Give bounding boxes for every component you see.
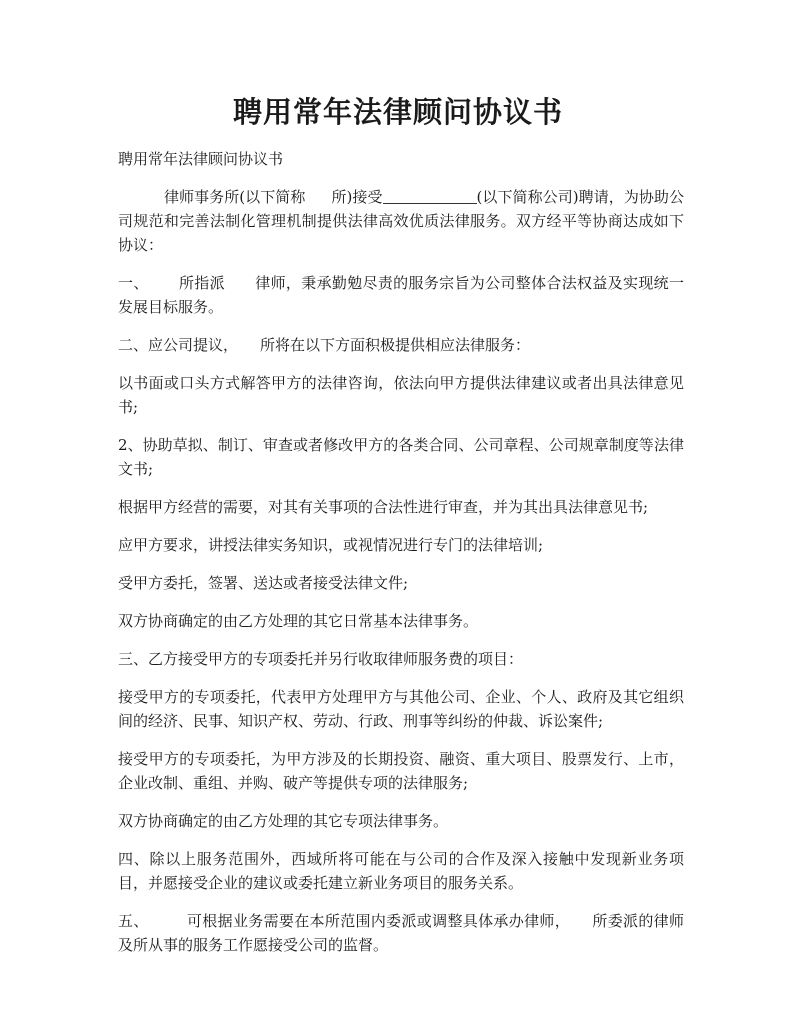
clause-3-item: 接受甲方的专项委托，代表甲方处理甲方与其他公司、企业、个人、政府及其它组织间的经济、民事、知识产权、劳动、行政、刑事等纠纷的仲裁、诉讼案件; bbox=[118, 688, 684, 730]
clause-3-item: 接受甲方的专项委托，为甲方涉及的长期投资、融资、重大项目、股票发行、上市，企业改制、重组、并购、破产等提供专项的法律服务; bbox=[118, 750, 684, 792]
company-name-blank bbox=[383, 189, 477, 204]
clause-5 bbox=[118, 909, 684, 957]
clause-2-item: 以书面或口头方式解答甲方的法律咨询，依法向甲方提供法律建议或者出具法律意见书; bbox=[118, 374, 684, 416]
clause-1-prefix: 一、 bbox=[118, 274, 149, 292]
intro-text-2: 所)接受 bbox=[331, 188, 383, 206]
document-subtitle: 聘用常年法律顾问协议书 bbox=[118, 150, 284, 168]
clause-2-item: 受甲方委托，签署、送达或者接受法律文件; bbox=[118, 574, 409, 592]
clause-3-item: 双方协商确定的由乙方处理的其它专项法律事务。 bbox=[118, 812, 449, 830]
intro-paragraph bbox=[118, 185, 684, 257]
clause-2-item: 双方协商确定的由乙方处理的其它日常基本法律事务。 bbox=[118, 612, 479, 630]
clause-5-prefix: 五、 bbox=[118, 912, 149, 930]
clause-5-text-1: 可根据业务需要在本所范围内委派或调整具体承办律师， bbox=[186, 912, 571, 930]
clause-5-text-2: 所委派的律师及所从事的服务工作愿接受公司的监督。 bbox=[118, 912, 684, 954]
clause-2 bbox=[118, 333, 684, 357]
clause-1-text-1: 所指派 bbox=[178, 274, 225, 292]
clause-2-item: 根据甲方经营的需要，对其有关事项的合法性进行审查，并为其出具法律意见书; bbox=[118, 498, 649, 516]
document-title: 聘用常年法律顾问协议书 bbox=[232, 95, 563, 129]
clause-2-item: 2、协助草拟、制订、审查或者修改甲方的各类合同、公司章程、公司规章制度等法律文书; bbox=[118, 436, 684, 478]
clause-1-text-2: 律师，秉承勤勉尽责的服务宗旨为公司整体合法权益及实现统一发展目标服务。 bbox=[118, 274, 684, 316]
clause-1 bbox=[118, 271, 684, 319]
clause-3: 三、乙方接受甲方的专项委托并另行收取律师服务费的项目： bbox=[118, 650, 524, 668]
clause-2-text-1: 二、应公司提议， bbox=[118, 336, 239, 354]
intro-text-3: (以下简称公司)聘请，为协助公司规范和完善法制化管理机制提供法律高效优质法律服务。双方经平等协商达成如下协议： bbox=[118, 188, 684, 254]
clause-4: 四、除以上服务范围外，西域所将可能在与公司的合作及深入接触中发现新业务项目，并愿接受企业的建议或委托建立新业务项目的服务关系。 bbox=[118, 850, 684, 892]
intro-text-1: 律师事务所(以下简称 bbox=[164, 188, 306, 206]
document-body bbox=[118, 147, 684, 971]
clause-2-text-2: 所将在以下方面积极提供相应法律服务： bbox=[260, 336, 531, 354]
clause-2-item: 应甲方要求，讲授法律实务知识，或视情况进行专门的法律培训; bbox=[118, 536, 544, 554]
